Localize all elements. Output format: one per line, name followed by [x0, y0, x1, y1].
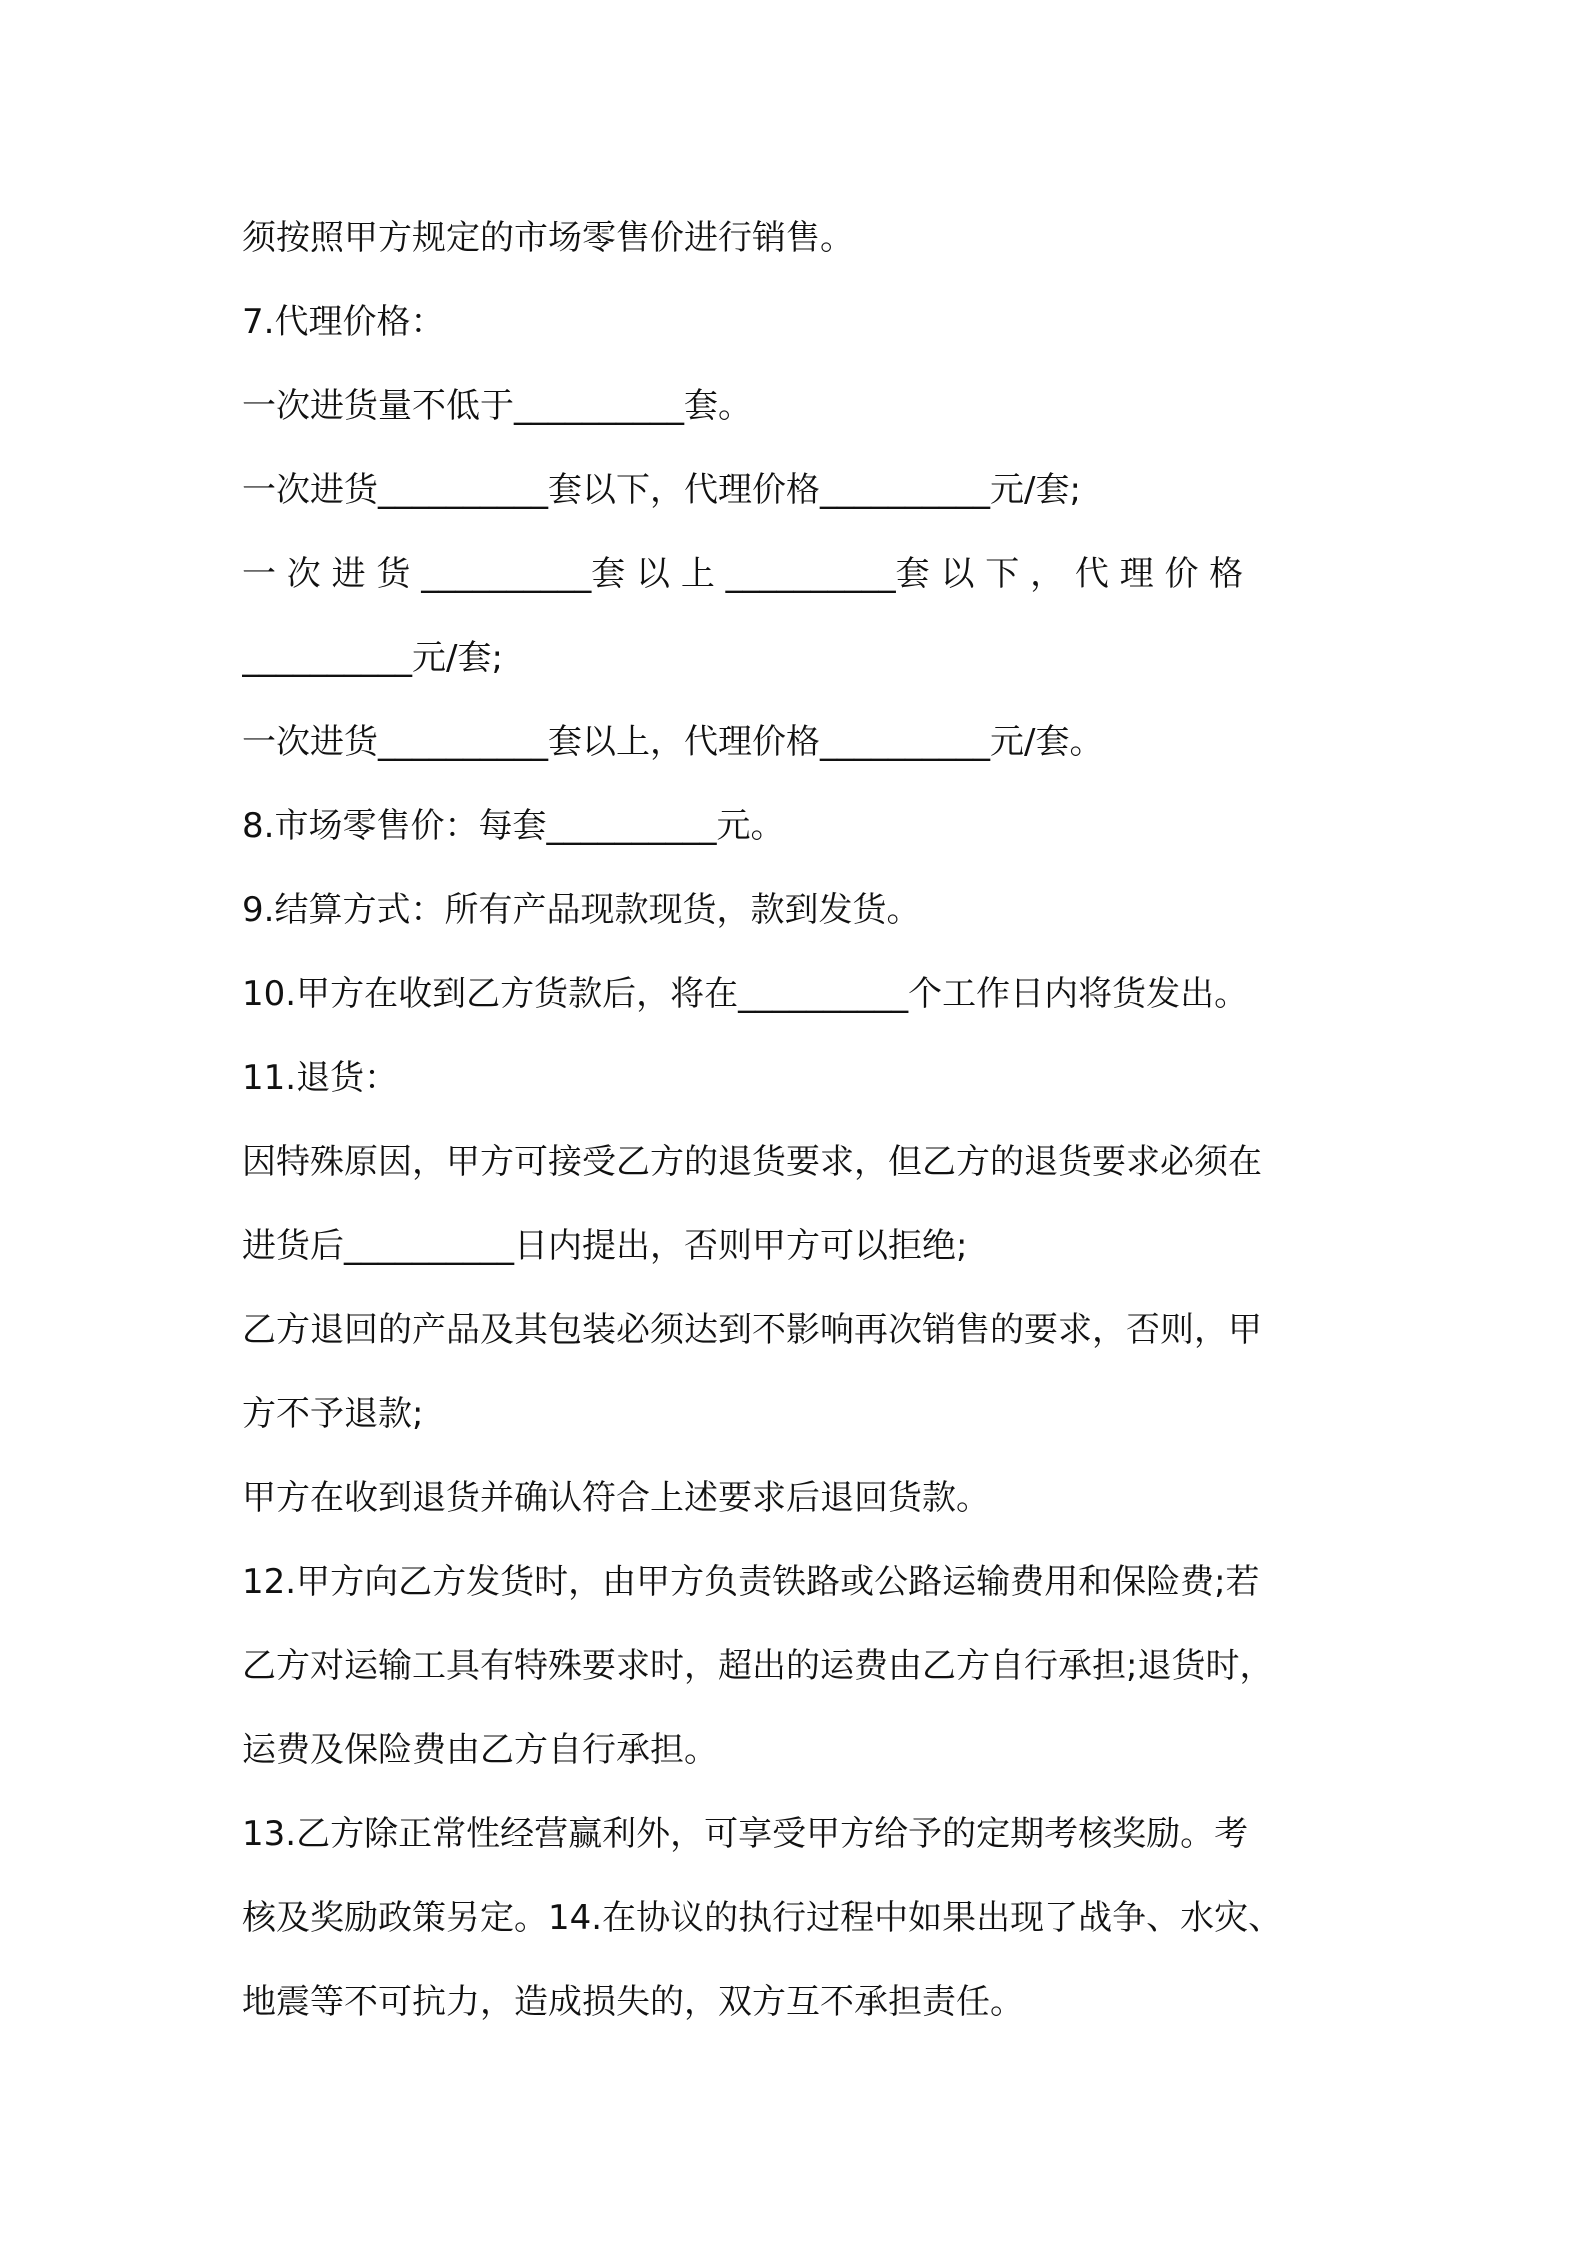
text-line: 方不予退款;	[242, 1394, 424, 1434]
text-line: 9.结算方式：所有产品现款现货，款到发货。	[242, 890, 921, 930]
text-line: 7.代理价格：	[242, 302, 445, 342]
text-line: 一次进货__________套以下，代理价格__________元/套;	[242, 470, 1081, 510]
text-line: __________元/套;	[242, 638, 503, 678]
text-line: 11.退货：	[242, 1058, 399, 1098]
text-line: 进货后__________日内提出，否则甲方可以拒绝;	[242, 1226, 968, 1266]
text-line: 8.市场零售价：每套__________元。	[242, 806, 785, 846]
text-line: 因特殊原因，甲方可接受乙方的退货要求，但乙方的退货要求必须在	[242, 1142, 1262, 1182]
text-line: 地震等不可抗力，造成损失的，双方互不承担责任。	[242, 1982, 1024, 2022]
text-line: 13.乙方除正常性经营赢利外，可享受甲方给予的定期考核奖励。考	[242, 1814, 1249, 1854]
text-line: 一 次 进 货 __________套 以 上 __________套 以 下 ， 代 理 价 格	[242, 554, 1244, 594]
document-body	[242, 196, 1352, 2044]
text-line: 运费及保险费由乙方自行承担。	[242, 1730, 718, 1770]
text-line: 须按照甲方规定的市场零售价进行销售。	[242, 218, 854, 258]
text-line: 甲方在收到退货并确认符合上述要求后退回货款。	[242, 1478, 990, 1518]
text-line: 一次进货量不低于__________套。	[242, 386, 752, 426]
text-line: 乙方对运输工具有特殊要求时，超出的运费由乙方自行承担;退货时，	[242, 1646, 1274, 1686]
text-line: 一次进货__________套以上，代理价格__________元/套。	[242, 722, 1104, 762]
text-line: 乙方退回的产品及其包装必须达到不影响再次销售的要求，否则，甲	[242, 1310, 1262, 1350]
text-line: 10.甲方在收到乙方货款后，将在__________个工作日内将货发出。	[242, 974, 1249, 1014]
text-line: 12.甲方向乙方发货时，由甲方负责铁路或公路运输费用和保险费;若	[242, 1562, 1260, 1602]
text-line: 核及奖励政策另定。14.在协议的执行过程中如果出现了战争、水灾、	[242, 1898, 1283, 1938]
